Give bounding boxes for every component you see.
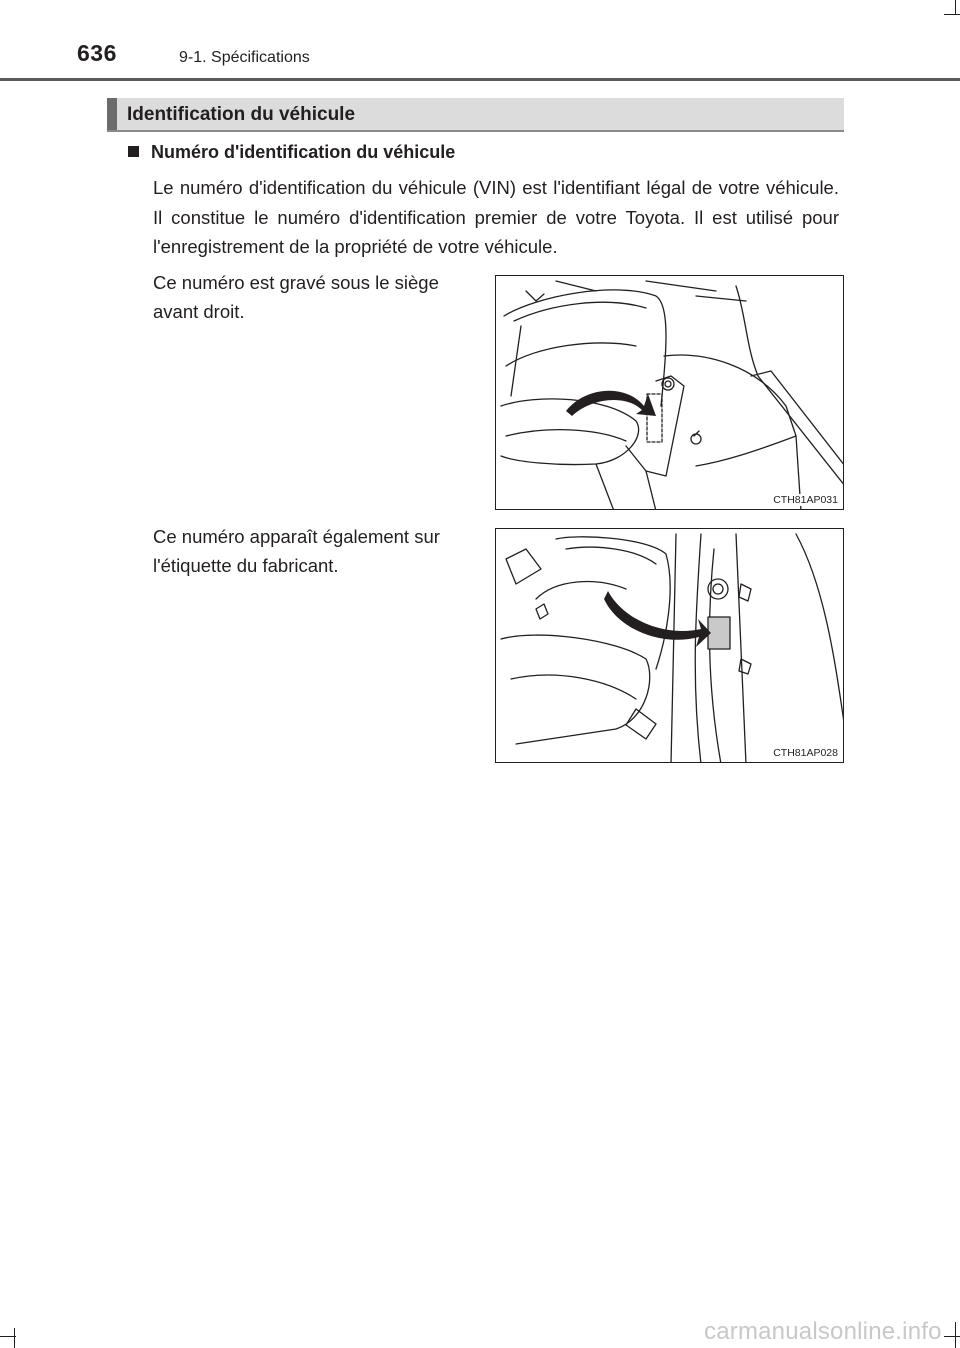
section-title-bar xyxy=(107,98,844,132)
section-title-accent xyxy=(107,98,117,130)
crop-mark xyxy=(944,1336,960,1337)
crop-mark xyxy=(955,0,956,14)
subsection-heading xyxy=(128,142,455,163)
vin-description: Le numéro d'identification du véhicule (VIN) est l'identifiant légal de votre véhicule. Il constitue le numéro d'identification premier de votre Toyota. Il est utilisé pour l'enregistrement de la propriété de votre véhicule. xyxy=(153,177,839,257)
crop-mark xyxy=(944,14,960,15)
header-divider xyxy=(0,78,960,81)
figure-manufacturer-label xyxy=(495,528,844,763)
page-number: 636 xyxy=(77,40,117,66)
bullet-square-icon xyxy=(128,146,139,157)
door-pillar-illustration xyxy=(496,529,844,763)
crop-mark xyxy=(0,1336,16,1337)
crop-mark xyxy=(955,1322,956,1348)
figure-2-caption: Ce numéro apparaît également sur l'étiquette du fabricant. xyxy=(153,526,440,576)
figure-2-code: CTH81AP028 xyxy=(773,747,838,759)
figure-under-seat-vin xyxy=(495,275,844,510)
figure-1-code: CTH81AP031 xyxy=(773,494,838,506)
subsection-title: Numéro d'identification du véhicule xyxy=(151,142,456,162)
watermark: carmanualsonline.info xyxy=(704,1318,942,1345)
section-title: Identification du véhicule xyxy=(127,104,356,125)
crop-mark xyxy=(14,1328,15,1348)
under-seat-illustration xyxy=(496,276,844,510)
figure-1-caption: Ce numéro est gravé sous le siège avant droit. xyxy=(153,272,439,322)
section-breadcrumb: 9-1. Spécifications xyxy=(179,49,310,66)
